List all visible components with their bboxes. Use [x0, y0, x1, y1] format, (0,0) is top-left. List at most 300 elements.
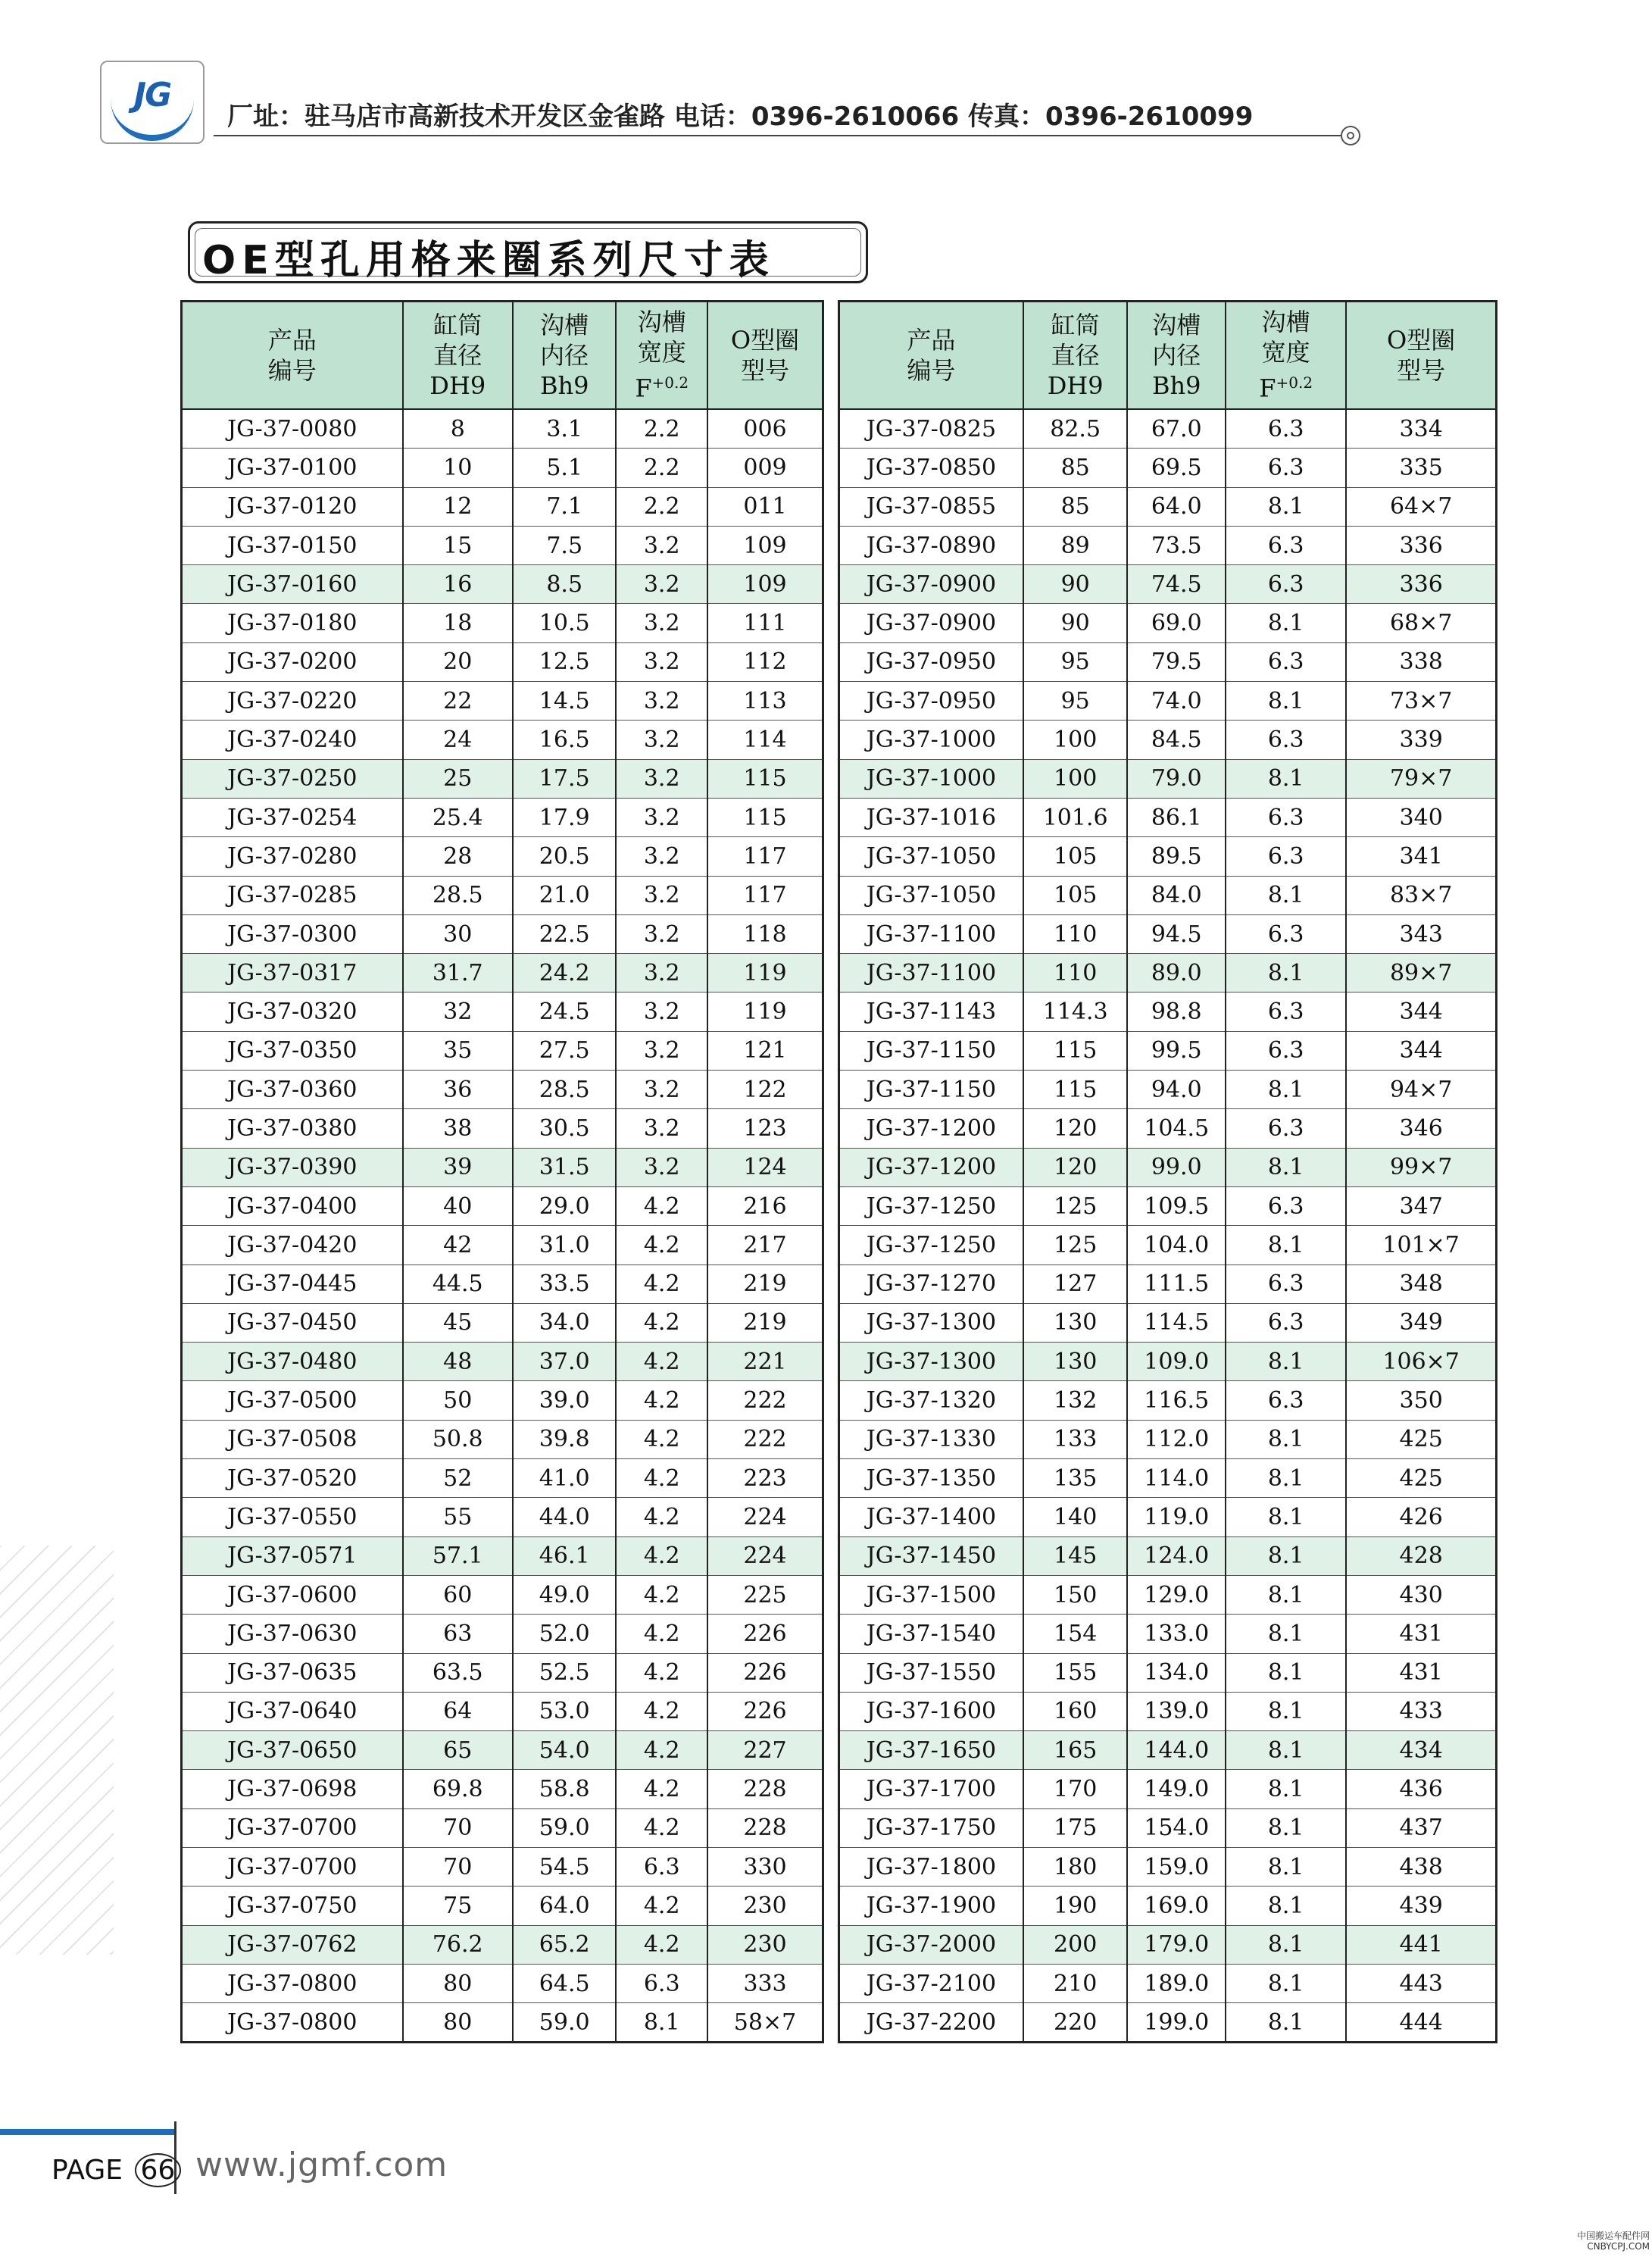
- groove-width-cell: 4.2: [616, 1381, 707, 1420]
- o-ring-model-cell: 349: [1346, 1303, 1496, 1342]
- bore-diameter-cell: 82.5: [1023, 409, 1128, 449]
- o-ring-model-cell: 99×7: [1346, 1148, 1496, 1186]
- table-row: [182, 1653, 823, 1692]
- groove-inner-diameter-cell: 74.0: [1127, 682, 1226, 721]
- table-row: [839, 682, 1497, 721]
- table-row: [182, 642, 823, 681]
- product-no-cell: JG-37-0220: [182, 682, 403, 721]
- bore-diameter-cell: 170: [1023, 1770, 1128, 1808]
- table-row: [839, 1109, 1497, 1148]
- table-row: [839, 1186, 1497, 1225]
- o-ring-model-cell: 106×7: [1346, 1343, 1496, 1381]
- table-row: [182, 993, 823, 1031]
- groove-width-cell: 6.3: [1226, 993, 1346, 1031]
- o-ring-model-cell: 230: [707, 1887, 823, 1925]
- table-row: [839, 1303, 1497, 1342]
- groove-inner-diameter-cell: 114.5: [1127, 1303, 1226, 1342]
- groove-inner-diameter-cell: 179.0: [1127, 1925, 1226, 1964]
- groove-inner-diameter-cell: 89.0: [1127, 954, 1226, 993]
- groove-inner-diameter-cell: 31.0: [513, 1226, 616, 1264]
- groove-width-cell: 6.3: [1226, 409, 1346, 449]
- o-ring-model-cell: 346: [1346, 1109, 1496, 1148]
- table-row: [839, 837, 1497, 876]
- groove-inner-diameter-cell: 133.0: [1127, 1615, 1226, 1653]
- product-no-cell: JG-37-1900: [839, 1887, 1023, 1925]
- groove-inner-diameter-cell: 21.0: [513, 876, 616, 914]
- groove-inner-diameter-cell: 10.5: [513, 604, 616, 642]
- table-row: [839, 1381, 1497, 1420]
- header-groove-inner-diameter: 沟槽 内径 Bh9: [1127, 302, 1226, 410]
- bore-diameter-cell: 80: [403, 2003, 513, 2043]
- size-table-left: [180, 300, 824, 2043]
- groove-width-cell: 6.3: [1226, 1186, 1346, 1225]
- product-no-cell: JG-37-0700: [182, 1847, 403, 1886]
- groove-width-cell: 8.1: [1226, 487, 1346, 526]
- bore-diameter-cell: 154: [1023, 1615, 1128, 1653]
- groove-width-cell: 4.2: [616, 1692, 707, 1730]
- o-ring-model-cell: 339: [1346, 721, 1496, 759]
- product-no-cell: JG-37-0254: [182, 798, 403, 836]
- product-no-cell: JG-37-1000: [839, 759, 1023, 798]
- table-row: [182, 1808, 823, 1847]
- groove-inner-diameter-cell: 199.0: [1127, 2003, 1226, 2043]
- page-number-label: PAGE 66: [52, 2153, 181, 2187]
- header-bore-diameter: 缸筒 直径 DH9: [403, 302, 513, 410]
- groove-inner-diameter-cell: 16.5: [513, 721, 616, 759]
- website-url[interactable]: www.jgmf.com: [195, 2146, 448, 2184]
- bore-diameter-cell: 28.5: [403, 876, 513, 914]
- table-row: [182, 1264, 823, 1303]
- groove-width-cell: 8.1: [1226, 1420, 1346, 1458]
- product-no-cell: JG-37-0850: [839, 449, 1023, 487]
- o-ring-model-cell: 228: [707, 1808, 823, 1847]
- o-ring-model-cell: 122: [707, 1071, 823, 1109]
- product-no-cell: JG-37-1150: [839, 1031, 1023, 1070]
- o-ring-model-cell: 225: [707, 1575, 823, 1614]
- table-row: [182, 565, 823, 604]
- table-row: [839, 1420, 1497, 1458]
- o-ring-model-cell: 438: [1346, 1847, 1496, 1886]
- table-row: [182, 1575, 823, 1614]
- groove-inner-diameter-cell: 24.2: [513, 954, 616, 993]
- product-no-cell: JG-37-0900: [839, 604, 1023, 642]
- bore-diameter-cell: 85: [1023, 449, 1128, 487]
- groove-inner-diameter-cell: 65.2: [513, 1925, 616, 1964]
- bore-diameter-cell: 60: [403, 1575, 513, 1614]
- groove-width-cell: 6.3: [1226, 1303, 1346, 1342]
- table-row: [839, 1653, 1497, 1692]
- groove-inner-diameter-cell: 144.0: [1127, 1731, 1226, 1770]
- groove-inner-diameter-cell: 104.5: [1127, 1109, 1226, 1148]
- header-o-ring-model: O型圈 型号: [707, 302, 823, 410]
- o-ring-model-cell: 83×7: [1346, 876, 1496, 914]
- bore-diameter-cell: 115: [1023, 1031, 1128, 1070]
- bore-diameter-cell: 75: [403, 1887, 513, 1925]
- header-bore-diameter: 缸筒 直径 DH9: [1023, 302, 1128, 410]
- groove-width-cell: 3.2: [616, 1031, 707, 1070]
- groove-inner-diameter-cell: 5.1: [513, 449, 616, 487]
- o-ring-model-cell: 333: [707, 1964, 823, 2002]
- table-row: [182, 1381, 823, 1420]
- header-groove-inner-diameter: 沟槽 内径 Bh9: [513, 302, 616, 410]
- table-row: [839, 1692, 1497, 1730]
- o-ring-model-cell: 227: [707, 1731, 823, 1770]
- o-ring-model-cell: 222: [707, 1381, 823, 1420]
- groove-inner-diameter-cell: 69.0: [1127, 604, 1226, 642]
- product-no-cell: JG-37-0635: [182, 1653, 403, 1692]
- o-ring-model-cell: 226: [707, 1615, 823, 1653]
- bore-diameter-cell: 8: [403, 409, 513, 449]
- groove-inner-diameter-cell: 33.5: [513, 1264, 616, 1303]
- product-no-cell: JG-37-0100: [182, 449, 403, 487]
- groove-width-cell: 8.1: [1226, 1887, 1346, 1925]
- groove-width-cell: 6.3: [1226, 837, 1346, 876]
- groove-inner-diameter-cell: 53.0: [513, 1692, 616, 1730]
- groove-width-cell: 3.2: [616, 954, 707, 993]
- groove-inner-diameter-cell: 98.8: [1127, 993, 1226, 1031]
- groove-width-cell: 2.2: [616, 449, 707, 487]
- o-ring-model-cell: 347: [1346, 1186, 1496, 1225]
- groove-width-cell: 2.2: [616, 409, 707, 449]
- bore-diameter-cell: 63.5: [403, 1653, 513, 1692]
- table-row: [839, 409, 1497, 449]
- groove-inner-diameter-cell: 34.0: [513, 1303, 616, 1342]
- o-ring-model-cell: 118: [707, 914, 823, 953]
- table-row: [182, 876, 823, 914]
- decorative-stripes: [0, 1546, 114, 1955]
- product-no-cell: JG-37-0900: [839, 565, 1023, 604]
- groove-inner-diameter-cell: 94.0: [1127, 1071, 1226, 1109]
- groove-width-cell: 4.2: [616, 1887, 707, 1925]
- table-row: [839, 1264, 1497, 1303]
- o-ring-model-cell: 89×7: [1346, 954, 1496, 993]
- table-row: [182, 759, 823, 798]
- bore-diameter-cell: 125: [1023, 1226, 1128, 1264]
- groove-width-cell: 4.2: [616, 1536, 707, 1575]
- groove-width-cell: 3.2: [616, 837, 707, 876]
- groove-inner-diameter-cell: 64.0: [513, 1887, 616, 1925]
- groove-inner-diameter-cell: 39.0: [513, 1381, 616, 1420]
- groove-inner-diameter-cell: 59.0: [513, 1808, 616, 1847]
- groove-width-cell: 3.2: [616, 526, 707, 564]
- product-no-cell: JG-37-1250: [839, 1186, 1023, 1225]
- groove-width-cell: 8.1: [1226, 1071, 1346, 1109]
- o-ring-model-cell: 011: [707, 487, 823, 526]
- bore-diameter-cell: 20: [403, 642, 513, 681]
- groove-width-cell: 4.2: [616, 1459, 707, 1498]
- table-row: [182, 1770, 823, 1808]
- groove-inner-diameter-cell: 111.5: [1127, 1264, 1226, 1303]
- bore-diameter-cell: 36: [403, 1071, 513, 1109]
- bore-diameter-cell: 127: [1023, 1264, 1128, 1303]
- product-no-cell: JG-37-0890: [839, 526, 1023, 564]
- table-row: [182, 1303, 823, 1342]
- bore-diameter-cell: 100: [1023, 759, 1128, 798]
- bore-diameter-cell: 18: [403, 604, 513, 642]
- table-row: [839, 1148, 1497, 1186]
- groove-inner-diameter-cell: 169.0: [1127, 1887, 1226, 1925]
- bore-diameter-cell: 10: [403, 449, 513, 487]
- table-row: [839, 1031, 1497, 1070]
- product-no-cell: JG-37-0200: [182, 642, 403, 681]
- o-ring-model-cell: 441: [1346, 1925, 1496, 1964]
- bore-diameter-cell: 25.4: [403, 798, 513, 836]
- groove-width-cell: 4.2: [616, 1808, 707, 1847]
- product-no-cell: JG-37-1143: [839, 993, 1023, 1031]
- table-row: [182, 2003, 823, 2043]
- groove-inner-diameter-cell: 58.8: [513, 1770, 616, 1808]
- groove-width-cell: 6.3: [1226, 721, 1346, 759]
- groove-inner-diameter-cell: 99.0: [1127, 1148, 1226, 1186]
- o-ring-model-cell: 226: [707, 1653, 823, 1692]
- table-row: [839, 1887, 1497, 1925]
- o-ring-model-cell: 222: [707, 1420, 823, 1458]
- bore-diameter-cell: 39: [403, 1148, 513, 1186]
- groove-width-cell: 8.1: [1226, 954, 1346, 993]
- o-ring-model-cell: 431: [1346, 1615, 1496, 1653]
- product-no-cell: JG-37-0420: [182, 1226, 403, 1264]
- product-no-cell: JG-37-0480: [182, 1343, 403, 1381]
- product-no-cell: JG-37-2200: [839, 2003, 1023, 2043]
- bore-diameter-cell: 210: [1023, 1964, 1128, 2002]
- groove-inner-diameter-cell: 74.5: [1127, 565, 1226, 604]
- product-no-cell: JG-37-0285: [182, 876, 403, 914]
- table-row: [182, 1109, 823, 1148]
- groove-inner-diameter-cell: 28.5: [513, 1071, 616, 1109]
- groove-inner-diameter-cell: 69.5: [1127, 449, 1226, 487]
- corner-watermark: 中国搬运车配件网 CNBYCPJ.COM: [1577, 2230, 1650, 2252]
- o-ring-model-cell: 121: [707, 1031, 823, 1070]
- table-row: [839, 1731, 1497, 1770]
- header-o-ring-model: O型圈 型号: [1346, 302, 1496, 410]
- bore-diameter-cell: 120: [1023, 1148, 1128, 1186]
- bore-diameter-cell: 63: [403, 1615, 513, 1653]
- groove-inner-diameter-cell: 59.0: [513, 2003, 616, 2043]
- o-ring-model-cell: 443: [1346, 1964, 1496, 2002]
- header-product-no: 产品 编号: [839, 302, 1023, 410]
- table-row: [182, 1536, 823, 1575]
- bore-diameter-cell: 24: [403, 721, 513, 759]
- bore-diameter-cell: 50.8: [403, 1420, 513, 1458]
- bore-diameter-cell: 44.5: [403, 1264, 513, 1303]
- groove-width-cell: 8.1: [1226, 1770, 1346, 1808]
- product-no-cell: JG-37-1350: [839, 1459, 1023, 1498]
- o-ring-model-cell: 226: [707, 1692, 823, 1730]
- product-no-cell: JG-37-1320: [839, 1381, 1023, 1420]
- product-no-cell: JG-37-1800: [839, 1847, 1023, 1886]
- product-no-cell: JG-37-0698: [182, 1770, 403, 1808]
- groove-inner-diameter-cell: 114.0: [1127, 1459, 1226, 1498]
- o-ring-model-cell: 224: [707, 1536, 823, 1575]
- bore-diameter-cell: 105: [1023, 837, 1128, 876]
- bore-diameter-cell: 15: [403, 526, 513, 564]
- bore-diameter-cell: 55: [403, 1498, 513, 1536]
- groove-width-cell: 4.2: [616, 1186, 707, 1225]
- o-ring-model-cell: 117: [707, 876, 823, 914]
- product-no-cell: JG-37-1500: [839, 1575, 1023, 1614]
- groove-width-cell: 8.1: [1226, 1615, 1346, 1653]
- bore-diameter-cell: 40: [403, 1186, 513, 1225]
- table-row: [182, 1731, 823, 1770]
- o-ring-model-cell: 437: [1346, 1808, 1496, 1847]
- o-ring-model-cell: 430: [1346, 1575, 1496, 1614]
- product-no-cell: JG-37-0400: [182, 1186, 403, 1225]
- product-no-cell: JG-37-1100: [839, 954, 1023, 993]
- o-ring-model-cell: 425: [1346, 1459, 1496, 1498]
- table-row: [839, 565, 1497, 604]
- o-ring-model-cell: 343: [1346, 914, 1496, 953]
- groove-width-cell: 8.1: [1226, 1536, 1346, 1575]
- o-ring-model-cell: 009: [707, 449, 823, 487]
- o-ring-model-cell: 111: [707, 604, 823, 642]
- groove-width-cell: 6.3: [1226, 1031, 1346, 1070]
- product-no-cell: JG-37-1540: [839, 1615, 1023, 1653]
- product-no-cell: JG-37-1050: [839, 837, 1023, 876]
- groove-inner-diameter-cell: 109.5: [1127, 1186, 1226, 1225]
- table-row: [182, 1459, 823, 1498]
- groove-width-cell: 6.3: [616, 1847, 707, 1886]
- product-no-cell: JG-37-1750: [839, 1808, 1023, 1847]
- groove-width-cell: 3.2: [616, 993, 707, 1031]
- groove-inner-diameter-cell: 39.8: [513, 1420, 616, 1458]
- bore-diameter-cell: 25: [403, 759, 513, 798]
- bore-diameter-cell: 165: [1023, 1731, 1128, 1770]
- groove-inner-diameter-cell: 37.0: [513, 1343, 616, 1381]
- o-ring-model-cell: 335: [1346, 449, 1496, 487]
- groove-inner-diameter-cell: 124.0: [1127, 1536, 1226, 1575]
- table-row: [839, 1808, 1497, 1847]
- product-no-cell: JG-37-0080: [182, 409, 403, 449]
- product-no-cell: JG-37-0800: [182, 2003, 403, 2043]
- groove-width-cell: 6.3: [1226, 1264, 1346, 1303]
- o-ring-model-cell: 223: [707, 1459, 823, 1498]
- groove-inner-diameter-cell: 64.5: [513, 1964, 616, 2002]
- bore-diameter-cell: 64: [403, 1692, 513, 1730]
- bore-diameter-cell: 45: [403, 1303, 513, 1342]
- groove-inner-diameter-cell: 79.5: [1127, 642, 1226, 681]
- o-ring-model-cell: 79×7: [1346, 759, 1496, 798]
- bore-diameter-cell: 145: [1023, 1536, 1128, 1575]
- product-no-cell: JG-37-0550: [182, 1498, 403, 1536]
- table-row: [839, 1847, 1497, 1886]
- o-ring-model-cell: 117: [707, 837, 823, 876]
- product-no-cell: JG-37-0300: [182, 914, 403, 953]
- product-no-cell: JG-37-0180: [182, 604, 403, 642]
- table-row: [182, 604, 823, 642]
- groove-width-cell: 6.3: [1226, 1109, 1346, 1148]
- o-ring-model-cell: 119: [707, 954, 823, 993]
- groove-inner-diameter-cell: 17.5: [513, 759, 616, 798]
- o-ring-model-cell: 433: [1346, 1692, 1496, 1730]
- o-ring-model-cell: 348: [1346, 1264, 1496, 1303]
- table-row: [839, 954, 1497, 993]
- bore-diameter-cell: 160: [1023, 1692, 1128, 1730]
- product-no-cell: JG-37-0750: [182, 1887, 403, 1925]
- product-no-cell: JG-37-1250: [839, 1226, 1023, 1264]
- groove-width-cell: 8.1: [1226, 2003, 1346, 2043]
- o-ring-model-cell: 115: [707, 759, 823, 798]
- o-ring-model-cell: 434: [1346, 1731, 1496, 1770]
- groove-width-cell: 4.2: [616, 1575, 707, 1614]
- o-ring-model-cell: 338: [1346, 642, 1496, 681]
- groove-width-cell: 6.3: [1226, 914, 1346, 953]
- groove-inner-diameter-cell: 30.5: [513, 1109, 616, 1148]
- o-ring-model-cell: 228: [707, 1770, 823, 1808]
- table-row: [839, 914, 1497, 953]
- size-table-right: [838, 300, 1497, 2043]
- bore-diameter-cell: 130: [1023, 1343, 1128, 1381]
- o-ring-model-cell: 124: [707, 1148, 823, 1186]
- product-no-cell: JG-37-0950: [839, 682, 1023, 721]
- table-row: [839, 1575, 1497, 1614]
- groove-width-cell: 3.2: [616, 1109, 707, 1148]
- bore-diameter-cell: 69.8: [403, 1770, 513, 1808]
- o-ring-model-cell: 112: [707, 642, 823, 681]
- table-row: [839, 449, 1497, 487]
- groove-width-cell: 6.3: [1226, 798, 1346, 836]
- product-no-cell: JG-37-1300: [839, 1303, 1023, 1342]
- groove-inner-diameter-cell: 154.0: [1127, 1808, 1226, 1847]
- product-no-cell: JG-37-1016: [839, 798, 1023, 836]
- product-no-cell: JG-37-0700: [182, 1808, 403, 1847]
- header-ornament: [1341, 126, 1360, 145]
- product-no-cell: JG-37-1100: [839, 914, 1023, 953]
- page-number: 66: [135, 2153, 182, 2187]
- bore-diameter-cell: 80: [403, 1964, 513, 2002]
- table-row: [182, 837, 823, 876]
- groove-width-cell: 4.2: [616, 1226, 707, 1264]
- o-ring-model-cell: 425: [1346, 1420, 1496, 1458]
- product-no-cell: JG-37-0380: [182, 1109, 403, 1148]
- o-ring-model-cell: 115: [707, 798, 823, 836]
- bore-diameter-cell: 133: [1023, 1420, 1128, 1458]
- groove-inner-diameter-cell: 7.1: [513, 487, 616, 526]
- groove-width-cell: 8.1: [1226, 1343, 1346, 1381]
- groove-width-cell: 6.3: [1226, 1381, 1346, 1420]
- groove-inner-diameter-cell: 20.5: [513, 837, 616, 876]
- groove-width-cell: 4.2: [616, 1498, 707, 1536]
- bore-diameter-cell: 16: [403, 565, 513, 604]
- groove-inner-diameter-cell: 149.0: [1127, 1770, 1226, 1808]
- bore-diameter-cell: 12: [403, 487, 513, 526]
- product-no-cell: JG-37-0650: [182, 1731, 403, 1770]
- product-no-cell: JG-37-1600: [839, 1692, 1023, 1730]
- groove-width-cell: 8.1: [1226, 682, 1346, 721]
- groove-inner-diameter-cell: 159.0: [1127, 1847, 1226, 1886]
- groove-width-cell: 4.2: [616, 1653, 707, 1692]
- bore-diameter-cell: 42: [403, 1226, 513, 1264]
- bore-diameter-cell: 57.1: [403, 1536, 513, 1575]
- table-row: [182, 1925, 823, 1964]
- groove-width-cell: 8.1: [1226, 1148, 1346, 1186]
- footer-accent-bar: [0, 2129, 174, 2135]
- groove-inner-diameter-cell: 49.0: [513, 1575, 616, 1614]
- groove-inner-diameter-cell: 27.5: [513, 1031, 616, 1070]
- product-no-cell: JG-37-0250: [182, 759, 403, 798]
- table-row: [839, 1615, 1497, 1653]
- table-row: [839, 642, 1497, 681]
- groove-inner-diameter-cell: 22.5: [513, 914, 616, 953]
- product-no-cell: JG-37-0855: [839, 487, 1023, 526]
- table-row: [182, 409, 823, 449]
- groove-inner-diameter-cell: 116.5: [1127, 1381, 1226, 1420]
- o-ring-model-cell: 94×7: [1346, 1071, 1496, 1109]
- o-ring-model-cell: 219: [707, 1264, 823, 1303]
- groove-inner-diameter-cell: 12.5: [513, 642, 616, 681]
- table-row: [182, 526, 823, 564]
- table-row: [839, 526, 1497, 564]
- groove-width-cell: 4.2: [616, 1615, 707, 1653]
